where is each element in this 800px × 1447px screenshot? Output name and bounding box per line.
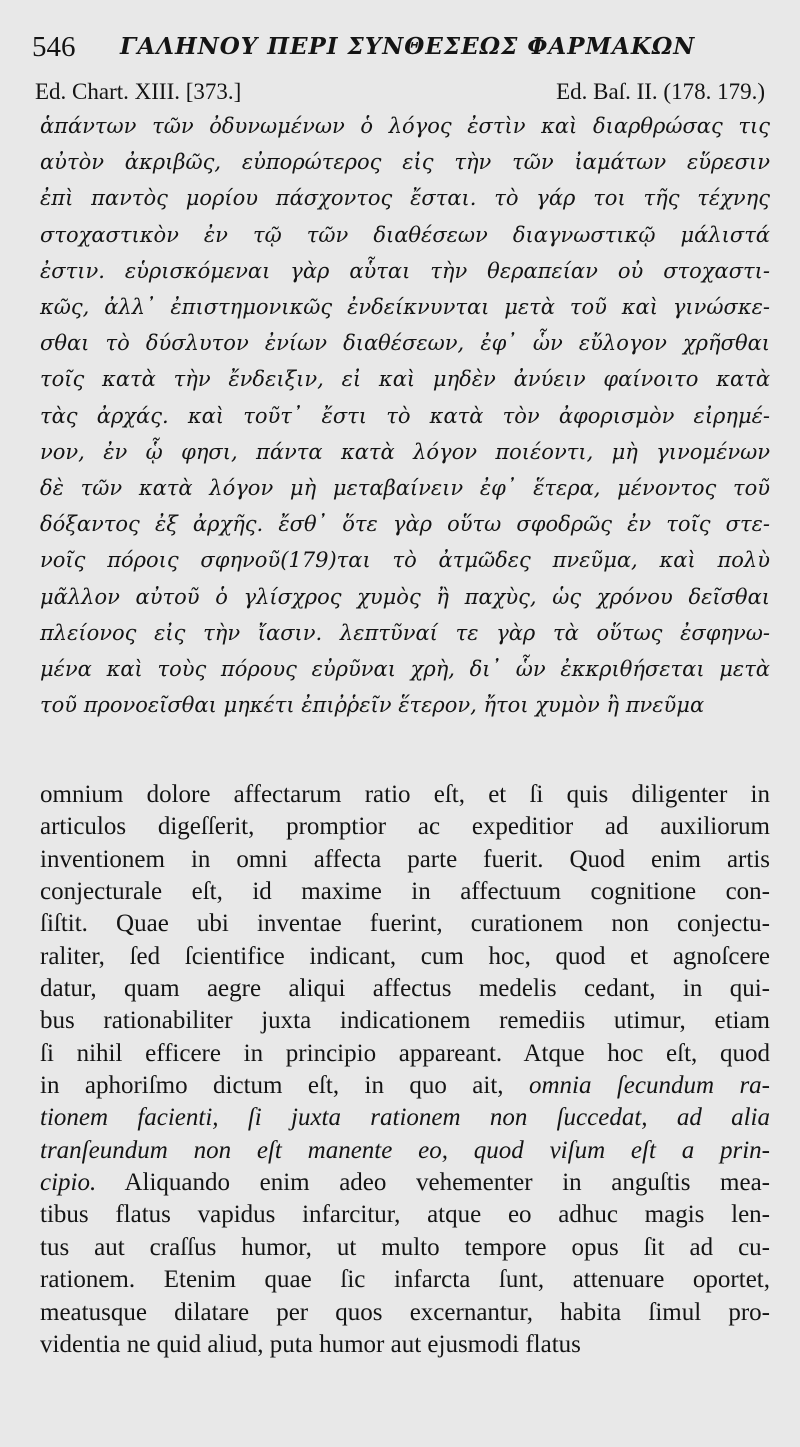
latin-line xyxy=(40,779,770,811)
greek-line: στοχαστικὸν ἐν τῷ τῶν διαθέσεων διαγνωστικῷ μάλιστά xyxy=(40,222,770,247)
latin-quotation-line xyxy=(40,1102,770,1134)
latin-text: Aliquando enim adeo vehementer in anguſtis mea- xyxy=(96,1169,770,1197)
latin-line xyxy=(40,1232,770,1264)
greek-line: τοῦ προνοεῖσθαι μηκέτι ἐπιῤῥεῖν ἕτερον, ἤτοι χυμὸν ἢ πνεῦμα xyxy=(40,693,705,718)
greek-line: ἐστιν. εὑρισκόμεναι γὰρ αὗται τὴν θεραπείαν οὐ στοχαστι- xyxy=(40,258,770,283)
greek-line: αὐτὸν ἀκριβῶς, εὐπορώτερος εἰς τὴν τῶν ἰαμάτων εὕρεσιν xyxy=(40,150,770,175)
greek-line: μᾶλλον αὐτοῦ ὁ γλίσχρος χυμὸς ἢ παχὺς, ὡς χρόνου δεῖσθαι xyxy=(40,584,770,609)
latin-line xyxy=(40,811,770,843)
greek-line: μένα καὶ τοὺς πόρους εὐρῦναι χρὴ, δι᾽ ὧν ἐκκριθήσεται μετὰ xyxy=(40,657,770,682)
latin-text: raliter, ſed ſcientifice indicant, cum hoc, quod et agnoſcere xyxy=(40,942,770,970)
latin-text: in aphoriſmo dictum eſt, in quo ait, xyxy=(40,1072,529,1100)
latin-line xyxy=(40,1070,770,1102)
edition-reference-left: Ed. Chart. XIII. [373.] xyxy=(35,79,242,104)
latin-text: conjecturale eſt, id maxime in affectuum cognitione con- xyxy=(40,878,770,906)
latin-text: articulos digeſſerit, promptior ac expeditior ad auxiliorum xyxy=(40,813,770,841)
greek-line: νοῖς πόροις σφηνοῦ(179)ται τὸ ἀτμῶδες πνεῦμα, καὶ πολὺ xyxy=(40,548,770,573)
latin-text: videntia ne quid aliud, puta humor aut ejusmodi flatus xyxy=(40,1330,581,1358)
latin-line xyxy=(40,941,770,973)
latin-text: datur, quam aegre aliqui affectus medelis cedant, in qui- xyxy=(40,975,770,1003)
latin-text: inventionem in omni affecta parte fuerit. Quod enim artis xyxy=(40,845,770,873)
latin-line xyxy=(40,1264,770,1296)
latin-quotation: tranſeundum non eſt manente eo, quod viſum eſt a prin- xyxy=(40,1136,770,1164)
greek-line: ἐπὶ παντὸς μορίου πάσχοντος ἔσται. τὸ γάρ τοι τῆς τέχνης xyxy=(40,186,770,211)
latin-line xyxy=(40,1199,770,1231)
edition-reference-right: Ed. Baſ. II. (178. 179.) xyxy=(556,79,765,104)
greek-line: τὰς ἀρχάς. καὶ τοῦτ᾽ ἔστι τὸ κατὰ τὸν ἀφορισμὸν εἰρημέ- xyxy=(40,403,770,428)
latin-line xyxy=(40,908,770,940)
latin-text: meatusque dilatare per quos excernantur, habita ſimul pro- xyxy=(40,1298,770,1326)
greek-line: πλείονος εἰς τὴν ἴασιν. λεπτῦναί τε γὰρ τὰ οὕτως ἐσφηνω- xyxy=(40,620,770,645)
latin-line xyxy=(40,1005,770,1037)
latin-line xyxy=(40,844,770,876)
greek-line: νον, ἐν ᾧ φησι, πάντα κατὰ λόγον ποιέοντι, μὴ γινομένων xyxy=(40,439,770,464)
latin-text: tus aut craſſus humor, ut multo tempore opus ſit ad cu- xyxy=(40,1233,770,1261)
latin-text: ſi nihil efficere in principio appareant. Atque hoc eſt, quod xyxy=(40,1039,770,1067)
latin-line xyxy=(40,1329,770,1361)
running-title: ΓΑΛΗΝΟΥ ΠΕΡΙ ΣΥΝΘΕΣΕΩΣ ΦΑΡΜΑΚΩΝ xyxy=(120,33,696,60)
greek-line: τοῖς κατὰ τὴν ἔνδειξιν, εἰ καὶ μηδὲν ἀνύειν φαίνοιτο κατὰ xyxy=(40,367,770,392)
latin-line xyxy=(40,1297,770,1329)
latin-text: tibus flatus vapidus infarcitur, atque eo adhuc magis len- xyxy=(40,1201,770,1229)
latin-text: omnium dolore affectarum ratio eſt, et ſi quis diligenter in xyxy=(40,781,770,808)
greek-line: σθαι τὸ δύσλυτον ἐνίων διαθέσεων, ἐφ᾽ ὧν εὔλογον χρῆσθαι xyxy=(40,331,770,356)
latin-quotation: tionem facienti, ſi juxta rationem non ſuccedat, ad alia xyxy=(40,1104,770,1132)
page-number: 546 xyxy=(32,31,76,63)
latin-quotation: omnia ſecundum ra- xyxy=(528,1072,771,1100)
greek-line: δόξαντος ἐξ ἀρχῆς. ἔσθ᾽ ὅτε γὰρ οὕτω σφοδρῶς ἐν τοῖς στε- xyxy=(40,512,770,537)
latin-text: ſiſtit. Quae ubi inventae fuerint, curationem non conjectu- xyxy=(40,910,770,938)
latin-quotation-line xyxy=(40,1135,770,1167)
latin-text: rationem. Etenim quae ſic infarcta ſunt, attenuare oportet, xyxy=(40,1266,770,1294)
greek-line: ἁπάντων τῶν ὀδυνωμένων ὁ λόγος ἐστὶν καὶ διαρθρώσας τις xyxy=(40,114,770,138)
edition-references xyxy=(35,77,765,107)
latin-line xyxy=(40,1038,770,1070)
greek-line: δὲ τῶν κατὰ λόγον μὴ μεταβαίνειν ἐφ᾽ ἕτερα, μένοντος τοῦ xyxy=(40,476,770,501)
latin-line xyxy=(40,1167,770,1199)
latin-line xyxy=(40,876,770,908)
latin-text-block xyxy=(40,779,770,1361)
page-header xyxy=(32,30,772,64)
latin-quotation: cipio. xyxy=(40,1169,97,1197)
latin-text: bus rationabiliter juxta indicationem remediis utimur, etiam xyxy=(40,1007,770,1035)
greek-text-block xyxy=(40,108,770,723)
greek-line: κῶς, ἀλλ᾽ ἐπιστημονικῶς ἐνδείκνυνται μετὰ τοῦ καὶ γινώσκε- xyxy=(40,295,770,320)
latin-line xyxy=(40,973,770,1005)
